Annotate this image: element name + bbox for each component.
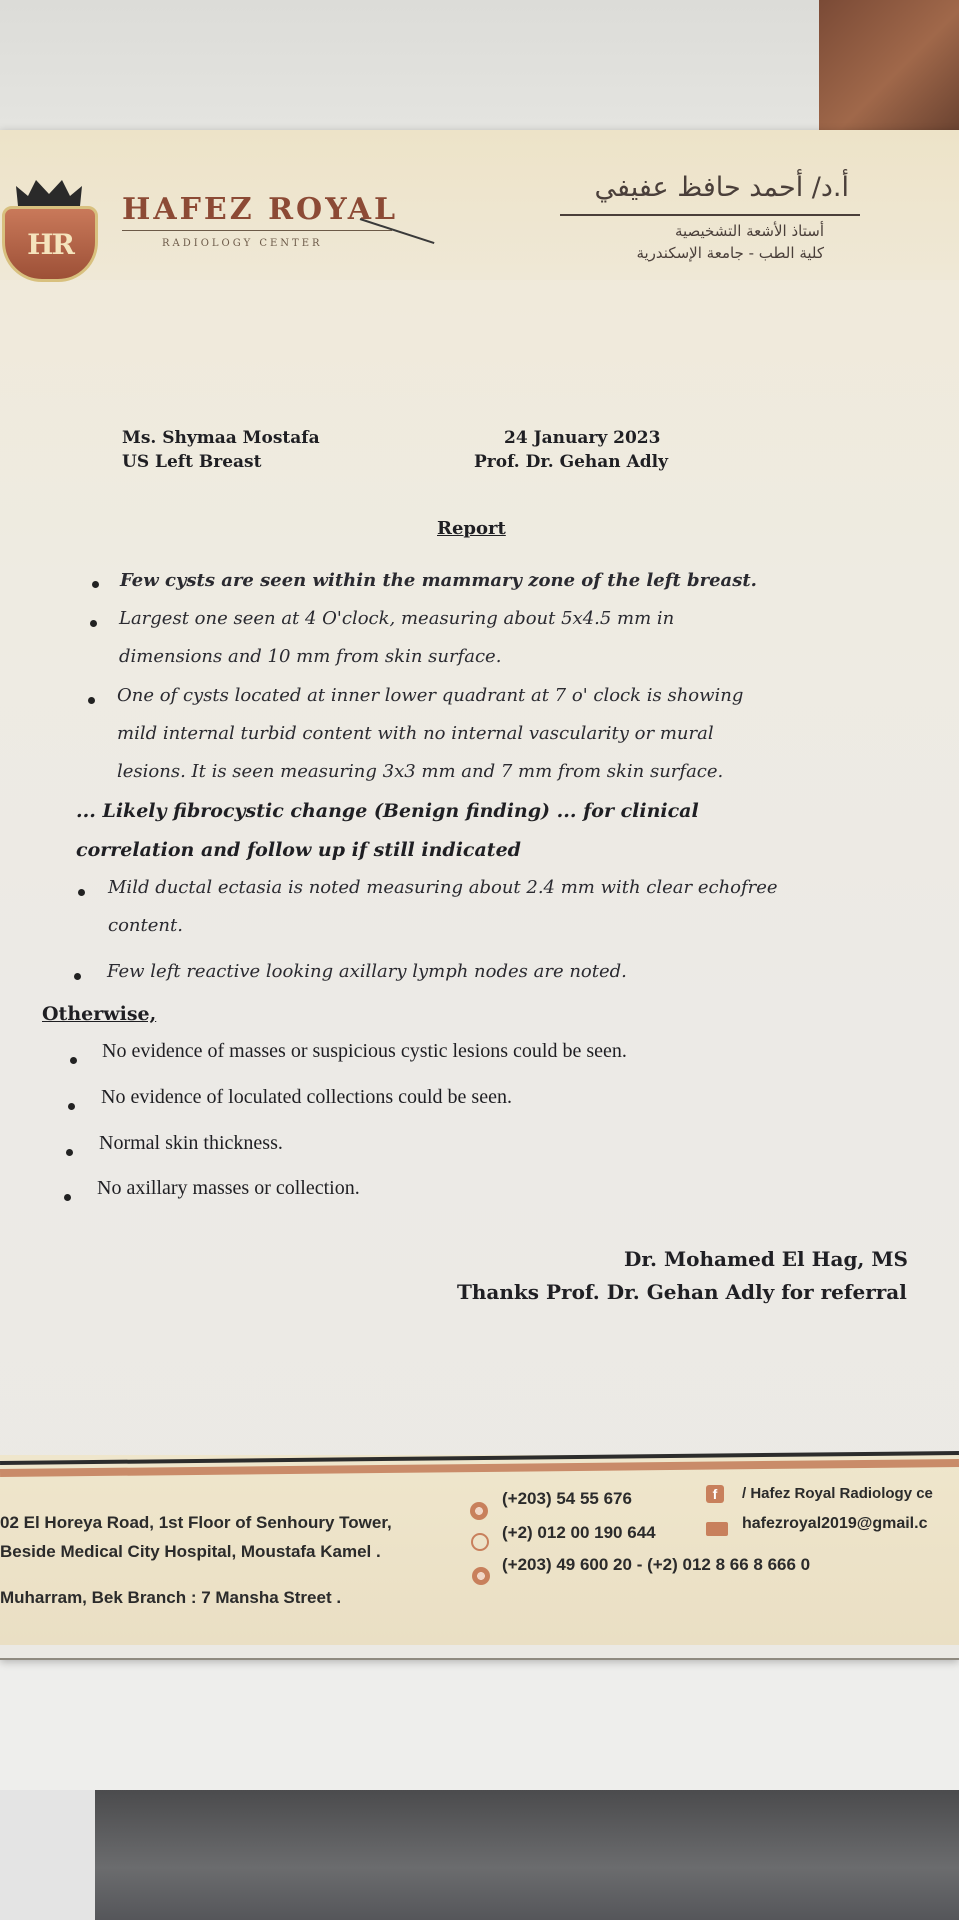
finding-1: Few cysts are seen within the mammary zone of the left breast. bbox=[120, 570, 757, 591]
lower-paper-sheet bbox=[0, 1640, 959, 1810]
bullet-icon bbox=[64, 1194, 71, 1201]
brand-name: HAFEZ ROYAL bbox=[122, 192, 399, 227]
otherwise-item-3: Normal skin thickness. bbox=[99, 1132, 283, 1154]
arabic-doctor-name: أ.د/ أحمد حافظ عفيفي bbox=[594, 172, 849, 203]
finding-3-line-3: lesions. It is seen measuring 3x3 mm and 7 mm from skin surface. bbox=[117, 761, 724, 782]
patient-name: Ms. Shymaa Mostafa bbox=[122, 428, 320, 448]
crown-icon bbox=[14, 178, 84, 208]
bullet-icon bbox=[92, 581, 99, 588]
logo bbox=[0, 178, 100, 278]
arabic-affiliation: كلية الطب - جامعة الإسكندرية bbox=[636, 244, 824, 262]
bullet-icon bbox=[68, 1103, 75, 1110]
brand-subtitle: RADIOLOGY CENTER bbox=[162, 238, 323, 249]
finding-4-line-1: Mild ductal ectasia is noted measuring about 2.4 mm with clear echofree bbox=[108, 877, 778, 898]
finding-2-line-2: dimensions and 10 mm from skin surface. bbox=[119, 646, 502, 667]
footer-bottom-edge bbox=[0, 1658, 959, 1660]
bullet-icon bbox=[74, 973, 81, 980]
bullet-icon bbox=[88, 697, 95, 704]
phone-icon bbox=[472, 1567, 490, 1585]
footer-phone-2: (+203) 49 600 20 - (+2) 012 8 66 8 666 0 bbox=[502, 1555, 811, 1574]
background-paper-bottom-left bbox=[0, 1790, 95, 1920]
email-icon bbox=[706, 1522, 728, 1536]
finding-5: Few left reactive looking axillary lymph nodes are noted. bbox=[107, 961, 627, 982]
footer-facebook: / Hafez Royal Radiology ce bbox=[742, 1485, 933, 1502]
arabic-title: أستاذ الأشعة التشخيصية bbox=[674, 222, 824, 240]
bullet-icon bbox=[78, 889, 85, 896]
footer-phone-1: (+203) 54 55 676 bbox=[502, 1489, 632, 1508]
arabic-underline bbox=[560, 214, 860, 216]
brand-underline bbox=[122, 230, 392, 231]
footer-address-1: 02 El Horeya Road, 1st Floor of Senhoury Tower, bbox=[0, 1513, 392, 1532]
logo-initials: HR bbox=[27, 227, 73, 261]
otherwise-item-4: No axillary masses or collection. bbox=[97, 1177, 360, 1199]
report-page bbox=[0, 130, 959, 1660]
signature-thanks: Thanks Prof. Dr. Gehan Adly for referral bbox=[457, 1280, 907, 1304]
footer-whatsapp: (+2) 012 00 190 644 bbox=[502, 1523, 656, 1542]
signature-doctor: Dr. Mohamed El Hag, MS bbox=[624, 1247, 908, 1271]
background-surface-bottom bbox=[0, 1790, 959, 1920]
bullet-icon bbox=[66, 1149, 73, 1156]
otherwise-heading: Otherwise, bbox=[42, 1003, 157, 1025]
finding-3-line-1: One of cysts located at inner lower quadrant at 7 o' clock is showing bbox=[117, 685, 744, 706]
finding-2-line-1: Largest one seen at 4 O'clock, measuring about 5x4.5 mm in bbox=[119, 608, 675, 629]
footer-address-2: Beside Medical City Hospital, Moustafa Kamel . bbox=[0, 1542, 381, 1561]
letterhead bbox=[0, 130, 959, 280]
exam-type: US Left Breast bbox=[122, 452, 262, 472]
conclusion-line-2: correlation and follow up if still indicated bbox=[76, 839, 521, 861]
conclusion-line-1: ... Likely fibrocystic change (Benign finding) ... for clinical bbox=[76, 800, 699, 822]
bullet-icon bbox=[70, 1057, 77, 1064]
finding-4-line-2: content. bbox=[108, 915, 183, 936]
footer-email: hafezroyal2019@gmail.c bbox=[742, 1515, 928, 1532]
report-date: 24 January 2023 bbox=[504, 428, 661, 448]
shield-icon bbox=[2, 206, 98, 282]
otherwise-item-1: No evidence of masses or suspicious cystic lesions could be seen. bbox=[102, 1040, 627, 1062]
phone-icon bbox=[470, 1502, 488, 1520]
footer-address-3: Muharram, Bek Branch : 7 Mansha Street . bbox=[0, 1588, 342, 1607]
bullet-icon bbox=[90, 620, 97, 627]
otherwise-item-2: No evidence of loculated collections could be seen. bbox=[101, 1086, 512, 1108]
referring-doctor: Prof. Dr. Gehan Adly bbox=[474, 452, 668, 472]
finding-3-line-2: mild internal turbid content with no internal vascularity or mural bbox=[117, 723, 714, 744]
report-title: Report bbox=[437, 518, 506, 539]
facebook-icon: f bbox=[706, 1485, 724, 1503]
whatsapp-icon bbox=[471, 1533, 489, 1551]
